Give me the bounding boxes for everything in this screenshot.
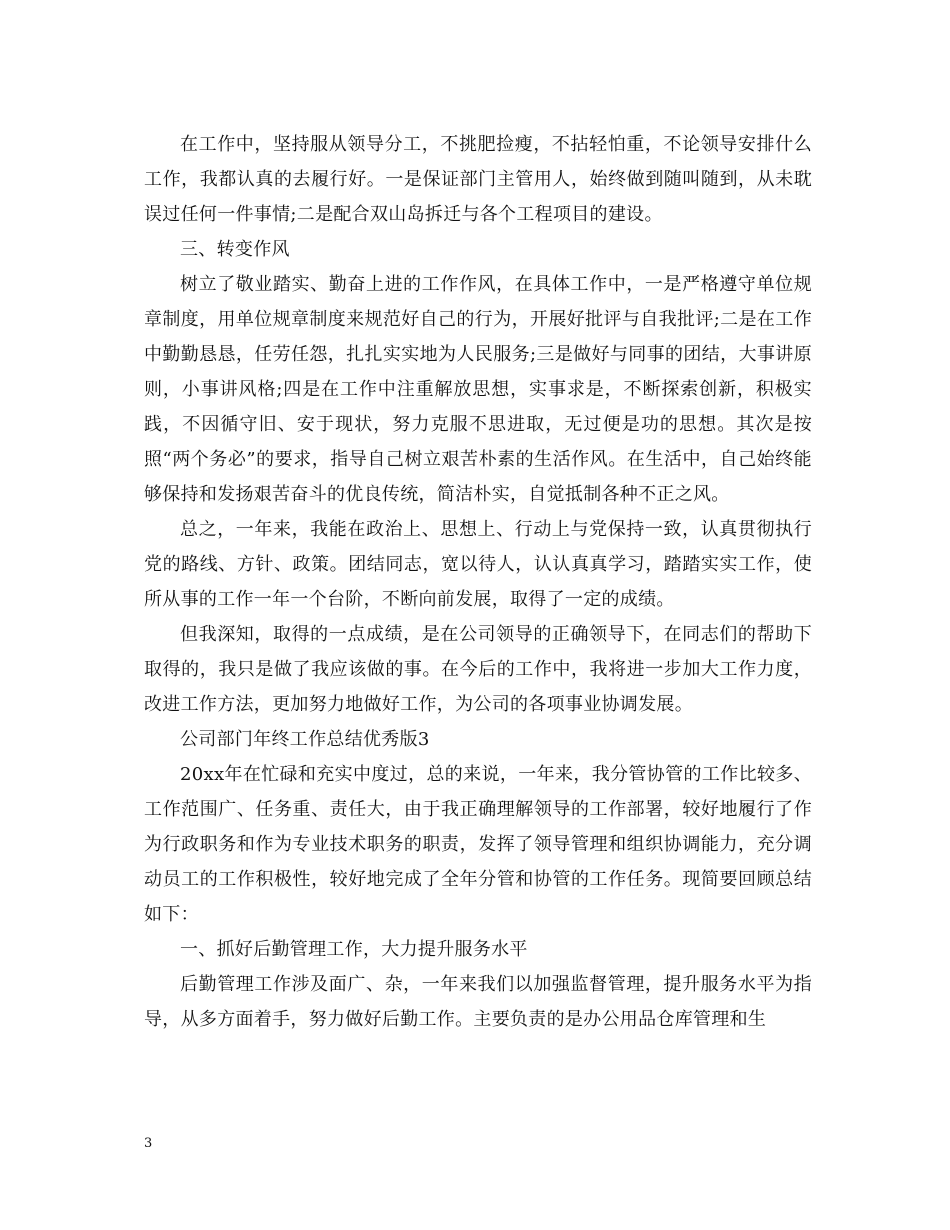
paragraph-work-duties: 在工作中，坚持服从领导分工，不挑肥捡瘦，不拈轻怕重，不论领导安排什么工作，我都认真的去履行好。一是保证部门主管用人，始终做到随叫随到，从未耽误过任何一件事情;二是配合双山岛拆迁与各个工程项目的建设。 [144, 134, 812, 225]
paragraph-outlook: 但我深知，取得的一点成绩，是在公司领导的正确领导下，在同志们的帮助下取得的，我只是做了我应该做的事。在今后的工作中，我将进一步加大工作力度，改进工作方法，更加努力地做好工作，为公司的各项事业协调发展。 [144, 624, 812, 715]
paragraph-year-overview: 20xx年在忙碌和充实中度过，总的来说，一年来，我分管协管的工作比较多、工作范围广、任务重、责任大，由于我正确理解领导的工作部署，较好地履行了作为行政职务和作为专业技术职务的职责，发挥了领导管理和组织协调能力，充分调动员工的工作积极性，较好地完成了全年分管和协管的工作任务。现简要回顾总结如下： [144, 764, 812, 925]
paragraph-summary: 总之，一年来，我能在政治上、思想上、行动上与党保持一致，认真贯彻执行党的路线、方针、政策。团结同志，宽以待人，认认真真学习，踏踏实实工作，使所从事的工作一年一个台阶，不断向前发展，取得了一定的成绩。 [144, 519, 812, 610]
paragraph-work-style: 树立了敬业踏实、勤奋上进的工作作风，在具体工作中，一是严格遵守单位规章制度，用单位规章制度来规范好自己的行为，开展好批评与自我批评;二是在工作中勤勤恳恳，任劳任怨，扎扎实实地为人民服务;三是做好与同事的团结，大事讲原则，小事讲风格;四是在工作中注重解放思想，实事求是，不断探索创新，积极实践，不因循守旧、安于现状，努力克服不思进取，无过便是功的思想。其次是按照“两个务必”的要求，指导自己树立艰苦朴素的生活作风。在生活中，自己始终能够保持和发扬艰苦奋斗的优良传统，简洁朴实，自觉抵制各种不正之风。 [144, 274, 812, 505]
page-number: 3 [144, 1136, 153, 1151]
section-heading-change-style: 三、转变作风 [180, 239, 290, 260]
section-heading-logistics: 一、抓好后勤管理工作，大力提升服务水平 [180, 939, 528, 960]
article-title: 公司部门年终工作总结优秀版3 [180, 729, 430, 750]
document-body [144, 127, 812, 1037]
paragraph-logistics: 后勤管理工作涉及面广、杂，一年来我们以加强监督管理，提升服务水平为指导，从多方面着手，努力做好后勤工作。主要负责的是办公用品仓库管理和生 [144, 974, 812, 1030]
